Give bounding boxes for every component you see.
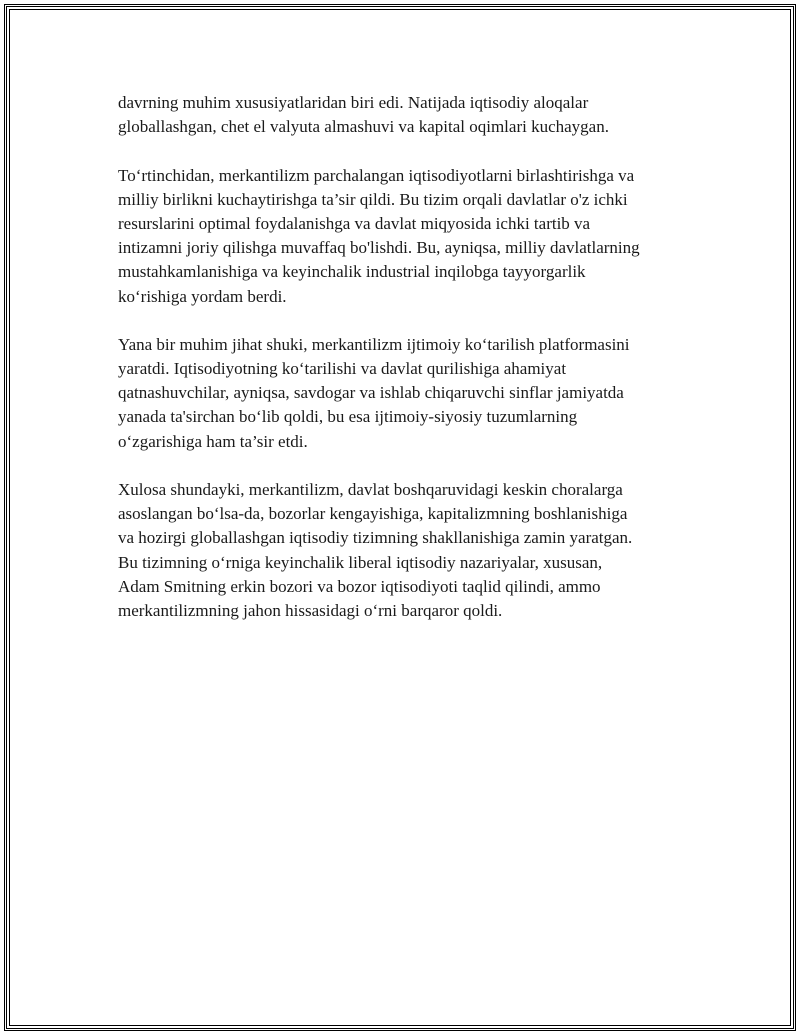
text-line: Yana bir muhim jihat shuki, merkantilizm ijtimoiy ko‘tarilish platformasini [118, 334, 630, 354]
text-line: o‘zgarishiga ham ta’sir etdi. [118, 431, 308, 451]
document-body [118, 91, 698, 623]
text-line: davrning muhim xususiyatlaridan biri edi. Natijada iqtisodiy aloqalar [118, 93, 589, 112]
text-line: To‘rtinchidan, merkantilizm parchalangan iqtisodiyotlarni birlashtirishga va [118, 165, 635, 185]
paragraph [118, 91, 698, 139]
text-line: yanada ta'sirchan bo‘lib qoldi, bu esa ijtimoiy-siyosiy tuzumlarning [118, 407, 578, 427]
text-line: intizamni joriy qilishga muvaffaq bo'lishdi. Bu, ayniqsa, milliy davlatlarning [118, 238, 640, 258]
paragraph [118, 478, 698, 623]
text-line: Adam Smitning erkin bozori va bozor iqtisodiyoti taqlid qilindi, ammo [118, 576, 601, 596]
text-line: Xulosa shundayki, merkantilizm, davlat boshqaruvidagi keskin choralarga [118, 480, 623, 499]
text-line: resurslarini optimal foydalanishga va davlat miqyosida ichki tartib va [118, 213, 591, 233]
text-line: qatnashuvchilar, ayniqsa, savdogar va ishlab chiqaruvchi sinflar jamiyatda [118, 383, 624, 403]
text-line: globallashgan, chet el valyuta almashuvi va kapital oqimlari kuchaygan. [118, 117, 609, 137]
text-line: va hozirgi globallashgan iqtisodiy tizimning shakllanishiga zamin yaratgan. [118, 528, 633, 548]
text-line: Bu tizimning o‘rniga keyinchalik liberal iqtisodiy nazariyalar, xususan, [118, 552, 603, 572]
paragraph [118, 164, 698, 309]
text-line: mustahkamlanishiga va keyinchalik industrial inqilobga tayyorgarlik [118, 262, 586, 282]
paragraph [118, 333, 698, 454]
text-line: ko‘rishiga yordam berdi. [118, 286, 287, 306]
text-line: milliy birlikni kuchaytirishga ta’sir qildi. Bu tizim orqali davlatlar o'z ichki [118, 189, 628, 209]
text-line: asoslangan bo‘lsa-da, bozorlar kengayishiga, kapitalizmning boshlanishiga [118, 504, 628, 524]
text-line: merkantilizmning jahon hissasidagi o‘rni barqaror qoldi. [118, 600, 503, 620]
text-line: yaratdi. Iqtisodiyotning ko‘tarilishi va davlat qurilishiga ahamiyat [118, 359, 567, 379]
